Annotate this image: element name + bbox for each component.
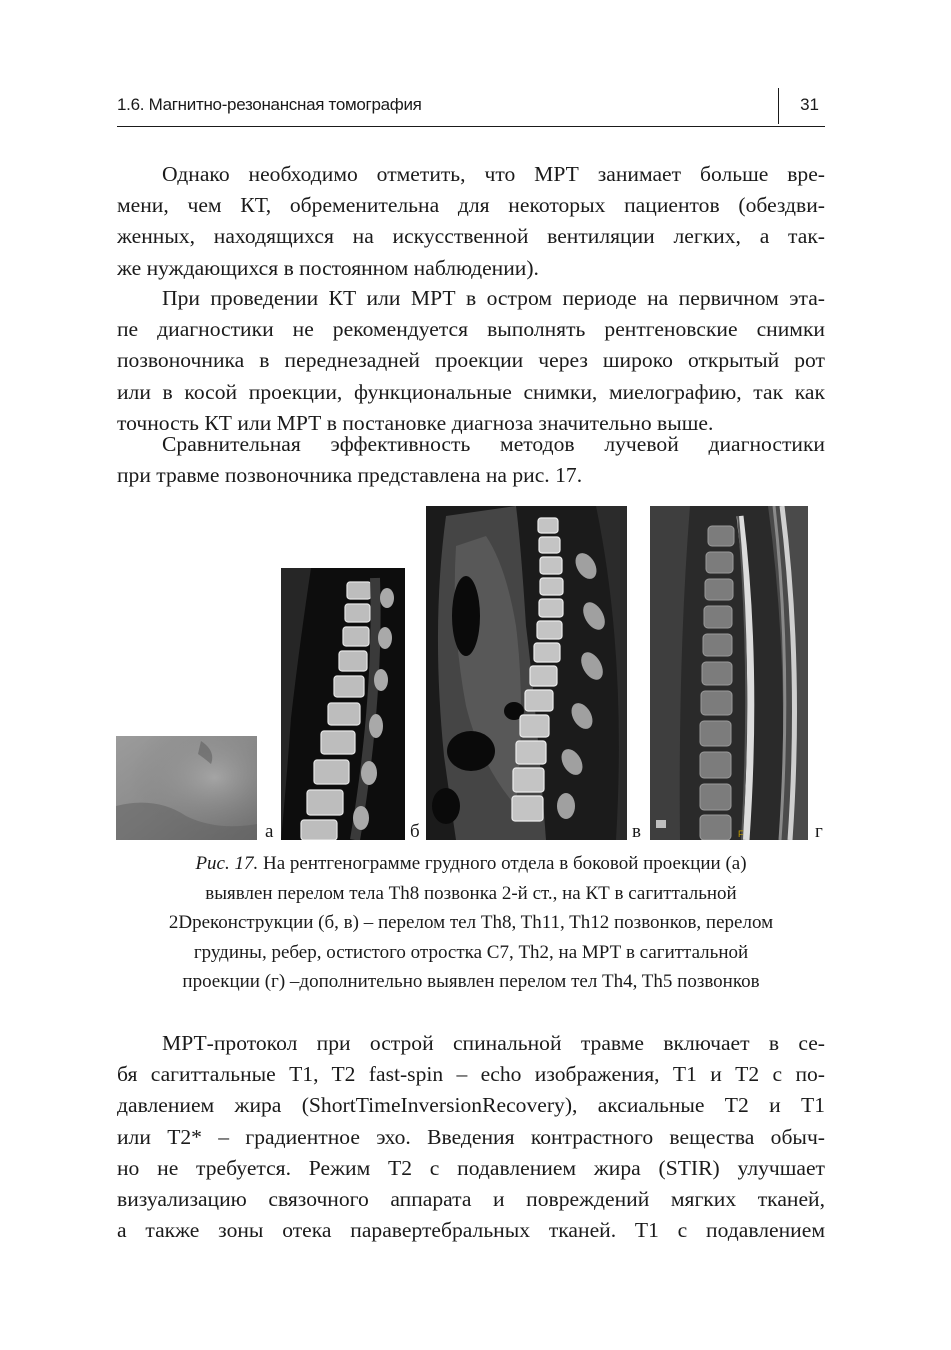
text-line: точность КТ или МРТ в постановке диагноза значительно выше.: [117, 410, 714, 435]
panel-label-a: а: [265, 821, 274, 842]
figure-caption: [117, 849, 825, 997]
text-line: позвоночника в переднезадней проекции через широко открытый рот: [117, 348, 825, 373]
ct-image-b: [281, 568, 405, 840]
text-line: или в косой проекции, функциональные снимки, миелографию, так как: [117, 379, 825, 404]
caption-line: выявлен перелом тела Th8 позвонка 2-й ст., на КТ в сагиттальной: [205, 882, 737, 904]
caption-line: проекции (г) –дополнительно выявлен перелом тел Th4, Th5 позвонков: [182, 971, 760, 992]
text-line: При проведении КТ или МРТ в остром периоде на первичном эта-: [162, 286, 825, 310]
text-line: а также зоны отека паравертебральных тканей. T1 с подавлением: [117, 1218, 825, 1243]
text-line: или T2* – градиентное эхо. Введения контрастного вещества обыч-: [117, 1124, 825, 1149]
text-line: же нуждающихся в постоянном наблюдении).: [117, 255, 539, 280]
caption-text: На рентгенограмме грудного отдела в боковой проекции (а): [258, 853, 747, 874]
paragraph-4: [117, 1028, 825, 1246]
text-line: но не требуется. Режим T2 с подавлением жира (STIR) улучшает: [117, 1155, 825, 1180]
panel-label-g: г: [815, 821, 823, 842]
text-line: при травме позвоночника представлена на рис. 17.: [117, 463, 583, 488]
mri-image: [650, 506, 808, 840]
text-line: женных, находящихся на искусственной вентиляции легких, а так-: [117, 224, 825, 249]
header-separator: [778, 88, 779, 124]
caption-line: грудины, ребер, остистого отростка С7, Th2, на МРТ в сагиттальной: [193, 941, 749, 963]
paragraph-3: [117, 429, 825, 491]
caption-line: 2Dреконструкции (б, в) – перелом тел Th8, Th11, Th12 позвонков, перелом: [168, 912, 774, 933]
section-title: 1.6. Магнитно-резонансная томография: [117, 95, 422, 114]
paragraph-2: [117, 283, 825, 439]
text-line: бя сагиттальные T1, T2 fast-spin – echo изображения, T1 и T2 с по-: [117, 1062, 825, 1087]
text-line: визуализацию связочного аппарата и повреждений мягких тканей,: [117, 1186, 825, 1211]
text-line: пе диагностики не рекомендуется выполнять рентгеновские снимки: [117, 317, 825, 342]
text-line: Однако необходимо отметить, что МРТ занимает больше вре-: [162, 162, 825, 186]
svg-text:F: F: [738, 829, 744, 839]
caption-figure-number: Рис. 17.: [195, 853, 259, 874]
text-line: Сравнительная эффективность методов лучевой диагностики: [162, 432, 825, 456]
text-line: МРТ-протокол при острой спинальной травме включает в се-: [162, 1031, 825, 1055]
caption-line: [117, 849, 825, 879]
panel-label-v: в: [632, 821, 641, 842]
page-number: 31: [800, 95, 819, 114]
text-line: мени, чем КТ, обременительна для некоторых пациентов (обездви-: [117, 193, 825, 218]
paragraph-1: [117, 159, 825, 284]
panel-label-b: б: [410, 821, 420, 842]
text-line: давлением жира (ShortTimeInversionRecovery), аксиальные T2 и T1: [117, 1093, 825, 1118]
running-header: [117, 88, 825, 127]
ct-image-v: [426, 506, 627, 840]
xray-image: [116, 736, 257, 840]
